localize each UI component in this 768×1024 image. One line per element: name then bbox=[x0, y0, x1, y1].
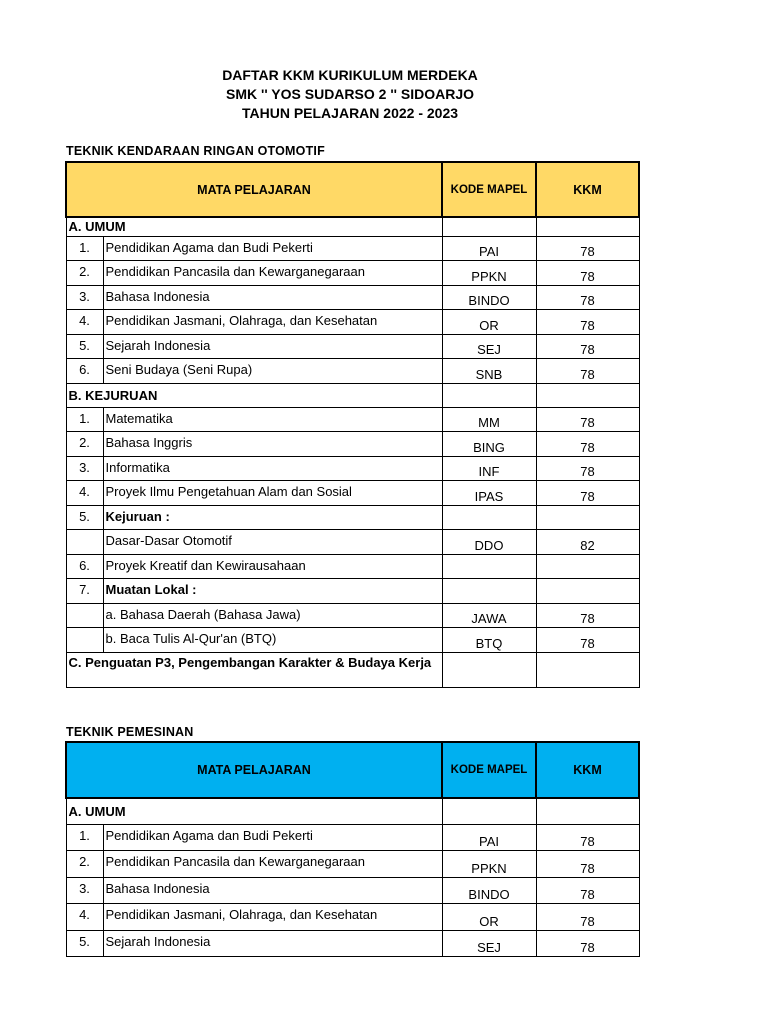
subject-name: Seni Budaya (Seni Rupa) bbox=[103, 359, 442, 384]
subject-code: PPKN bbox=[442, 261, 536, 286]
table-row bbox=[66, 824, 639, 851]
table-row bbox=[66, 359, 639, 384]
row-number: 2. bbox=[66, 432, 103, 457]
category-row-umum bbox=[66, 217, 639, 236]
subject-name: Pendidikan Jasmani, Olahraga, dan Kesehatan bbox=[103, 310, 442, 335]
table-row bbox=[66, 310, 639, 335]
row-number: 3. bbox=[66, 285, 103, 310]
kkm-value: 78 bbox=[536, 851, 639, 878]
subject-name: Muatan Lokal : bbox=[103, 579, 442, 604]
category-row-p3 bbox=[66, 652, 639, 687]
row-number: 7. bbox=[66, 579, 103, 604]
row-number: 5. bbox=[66, 334, 103, 359]
table-header-row bbox=[66, 742, 639, 798]
row-number: 1. bbox=[66, 824, 103, 851]
row-number: 4. bbox=[66, 310, 103, 335]
subject-name: Informatika bbox=[103, 456, 442, 481]
table-row bbox=[66, 930, 639, 957]
row-number: 4. bbox=[66, 481, 103, 506]
doc-title-line3: TAHUN PELAJARAN 2022 - 2023 bbox=[241, 105, 459, 121]
row-number: 3. bbox=[66, 456, 103, 481]
table-row bbox=[66, 904, 639, 931]
row-number: 1. bbox=[66, 407, 103, 432]
subject-name: Matematika bbox=[103, 407, 442, 432]
table-row bbox=[66, 554, 639, 579]
subject-code: SNB bbox=[442, 359, 536, 384]
kkm-value bbox=[536, 505, 639, 530]
header-kode-mapel: KODE MAPEL bbox=[442, 742, 536, 798]
subject-name: a. Bahasa Daerah (Bahasa Jawa) bbox=[103, 603, 442, 628]
category-label: A. UMUM bbox=[66, 798, 442, 824]
table-row bbox=[66, 261, 639, 286]
kkm-value: 78 bbox=[536, 930, 639, 957]
kkm-value: 78 bbox=[536, 407, 639, 432]
row-number: 2. bbox=[66, 851, 103, 878]
kkm-table-pemesinan bbox=[65, 741, 640, 957]
subject-name: Bahasa Indonesia bbox=[103, 877, 442, 904]
subject-code: OR bbox=[442, 310, 536, 335]
subject-name: Pendidikan Agama dan Budi Pekerti bbox=[103, 236, 442, 261]
subject-code: SEJ bbox=[442, 930, 536, 957]
subject-code: BTQ bbox=[442, 628, 536, 653]
subject-code: SEJ bbox=[442, 334, 536, 359]
doc-title-line1: DAFTAR KKM KURIKULUM MERDEKA bbox=[222, 67, 478, 83]
table-row bbox=[66, 603, 639, 628]
subject-name: Kejuruan : bbox=[103, 505, 442, 530]
subject-code: INF bbox=[442, 456, 536, 481]
table-row bbox=[66, 628, 639, 653]
row-number: 5. bbox=[66, 930, 103, 957]
subject-name: Proyek Kreatif dan Kewirausahaan bbox=[103, 554, 442, 579]
category-label: B. KEJURUAN bbox=[66, 383, 442, 407]
subject-code: BINDO bbox=[442, 285, 536, 310]
table-row bbox=[66, 285, 639, 310]
subject-code: DDO bbox=[442, 530, 536, 555]
row-number: 6. bbox=[66, 359, 103, 384]
subject-name: Bahasa Indonesia bbox=[103, 285, 442, 310]
kkm-value: 78 bbox=[536, 628, 639, 653]
table-row bbox=[66, 877, 639, 904]
row-number bbox=[66, 628, 103, 653]
header-kkm: KKM bbox=[536, 162, 639, 217]
subject-code: MM bbox=[442, 407, 536, 432]
table-row bbox=[66, 579, 639, 604]
header-mata-pelajaran: MATA PELAJARAN bbox=[66, 742, 442, 798]
subject-code bbox=[442, 579, 536, 604]
row-number: 4. bbox=[66, 904, 103, 931]
kkm-value: 78 bbox=[536, 904, 639, 931]
subject-name: Dasar-Dasar Otomotif bbox=[103, 530, 442, 555]
subject-code: BINDO bbox=[442, 877, 536, 904]
kkm-value: 78 bbox=[536, 603, 639, 628]
kkm-value: 78 bbox=[536, 310, 639, 335]
kkm-value: 78 bbox=[536, 359, 639, 384]
subject-code: PPKN bbox=[442, 851, 536, 878]
table-row bbox=[66, 236, 639, 261]
subject-code bbox=[442, 505, 536, 530]
header-kode-mapel: KODE MAPEL bbox=[442, 162, 536, 217]
table-row bbox=[66, 456, 639, 481]
table-header-row bbox=[66, 162, 639, 217]
row-number: 6. bbox=[66, 554, 103, 579]
table-row bbox=[66, 851, 639, 878]
table-row bbox=[66, 505, 639, 530]
kkm-value: 78 bbox=[536, 261, 639, 286]
table-row bbox=[66, 334, 639, 359]
kkm-value: 78 bbox=[536, 285, 639, 310]
row-number bbox=[66, 603, 103, 628]
table-row bbox=[66, 481, 639, 506]
kkm-value bbox=[536, 554, 639, 579]
subject-code: PAI bbox=[442, 236, 536, 261]
subject-name: Pendidikan Pancasila dan Kewarganegaraan bbox=[103, 261, 442, 286]
subject-code bbox=[442, 554, 536, 579]
kkm-value: 78 bbox=[536, 877, 639, 904]
row-number: 2. bbox=[66, 261, 103, 286]
category-label: C. Penguatan P3, Pengembangan Karakter & Budaya Kerja bbox=[66, 652, 442, 687]
subject-code: BING bbox=[442, 432, 536, 457]
kkm-value: 78 bbox=[536, 456, 639, 481]
subject-name: Pendidikan Pancasila dan Kewarganegaraan bbox=[103, 851, 442, 878]
header-kkm: KKM bbox=[536, 742, 639, 798]
rows-umum bbox=[66, 824, 639, 957]
kkm-table-otomotif bbox=[65, 161, 640, 688]
kkm-value: 78 bbox=[536, 334, 639, 359]
subject-name: b. Baca Tulis Al-Qur'an (BTQ) bbox=[103, 628, 442, 653]
rows-kejuruan bbox=[66, 407, 639, 652]
table-row bbox=[66, 530, 639, 555]
header-mata-pelajaran: MATA PELAJARAN bbox=[66, 162, 442, 217]
table-row bbox=[66, 432, 639, 457]
kkm-value: 78 bbox=[536, 432, 639, 457]
category-row-kejuruan bbox=[66, 383, 639, 407]
subject-code: IPAS bbox=[442, 481, 536, 506]
subject-code: PAI bbox=[442, 824, 536, 851]
subject-name: Bahasa Inggris bbox=[103, 432, 442, 457]
kkm-value: 82 bbox=[536, 530, 639, 555]
table-row bbox=[66, 407, 639, 432]
subject-code: JAWA bbox=[442, 603, 536, 628]
kkm-value: 78 bbox=[536, 824, 639, 851]
row-number: 5. bbox=[66, 505, 103, 530]
row-number: 1. bbox=[66, 236, 103, 261]
section-title-otomotif: TEKNIK KENDARAAN RINGAN OTOMOTIF bbox=[66, 144, 325, 158]
subject-name: Sejarah Indonesia bbox=[103, 334, 442, 359]
subject-code: OR bbox=[442, 904, 536, 931]
category-label: A. UMUM bbox=[66, 217, 442, 236]
kkm-value: 78 bbox=[536, 481, 639, 506]
subject-name: Pendidikan Jasmani, Olahraga, dan Kesehatan bbox=[103, 904, 442, 931]
kkm-value: 78 bbox=[536, 236, 639, 261]
category-row-umum bbox=[66, 798, 639, 824]
kkm-value bbox=[536, 579, 639, 604]
subject-name: Pendidikan Agama dan Budi Pekerti bbox=[103, 824, 442, 851]
row-number: 3. bbox=[66, 877, 103, 904]
subject-name: Sejarah Indonesia bbox=[103, 930, 442, 957]
row-number bbox=[66, 530, 103, 555]
subject-name: Proyek Ilmu Pengetahuan Alam dan Sosial bbox=[103, 481, 442, 506]
doc-title-line2: SMK '' YOS SUDARSO 2 '' SIDOARJO bbox=[226, 86, 474, 102]
section-title-pemesinan: TEKNIK PEMESINAN bbox=[66, 725, 194, 739]
rows-umum bbox=[66, 236, 639, 383]
